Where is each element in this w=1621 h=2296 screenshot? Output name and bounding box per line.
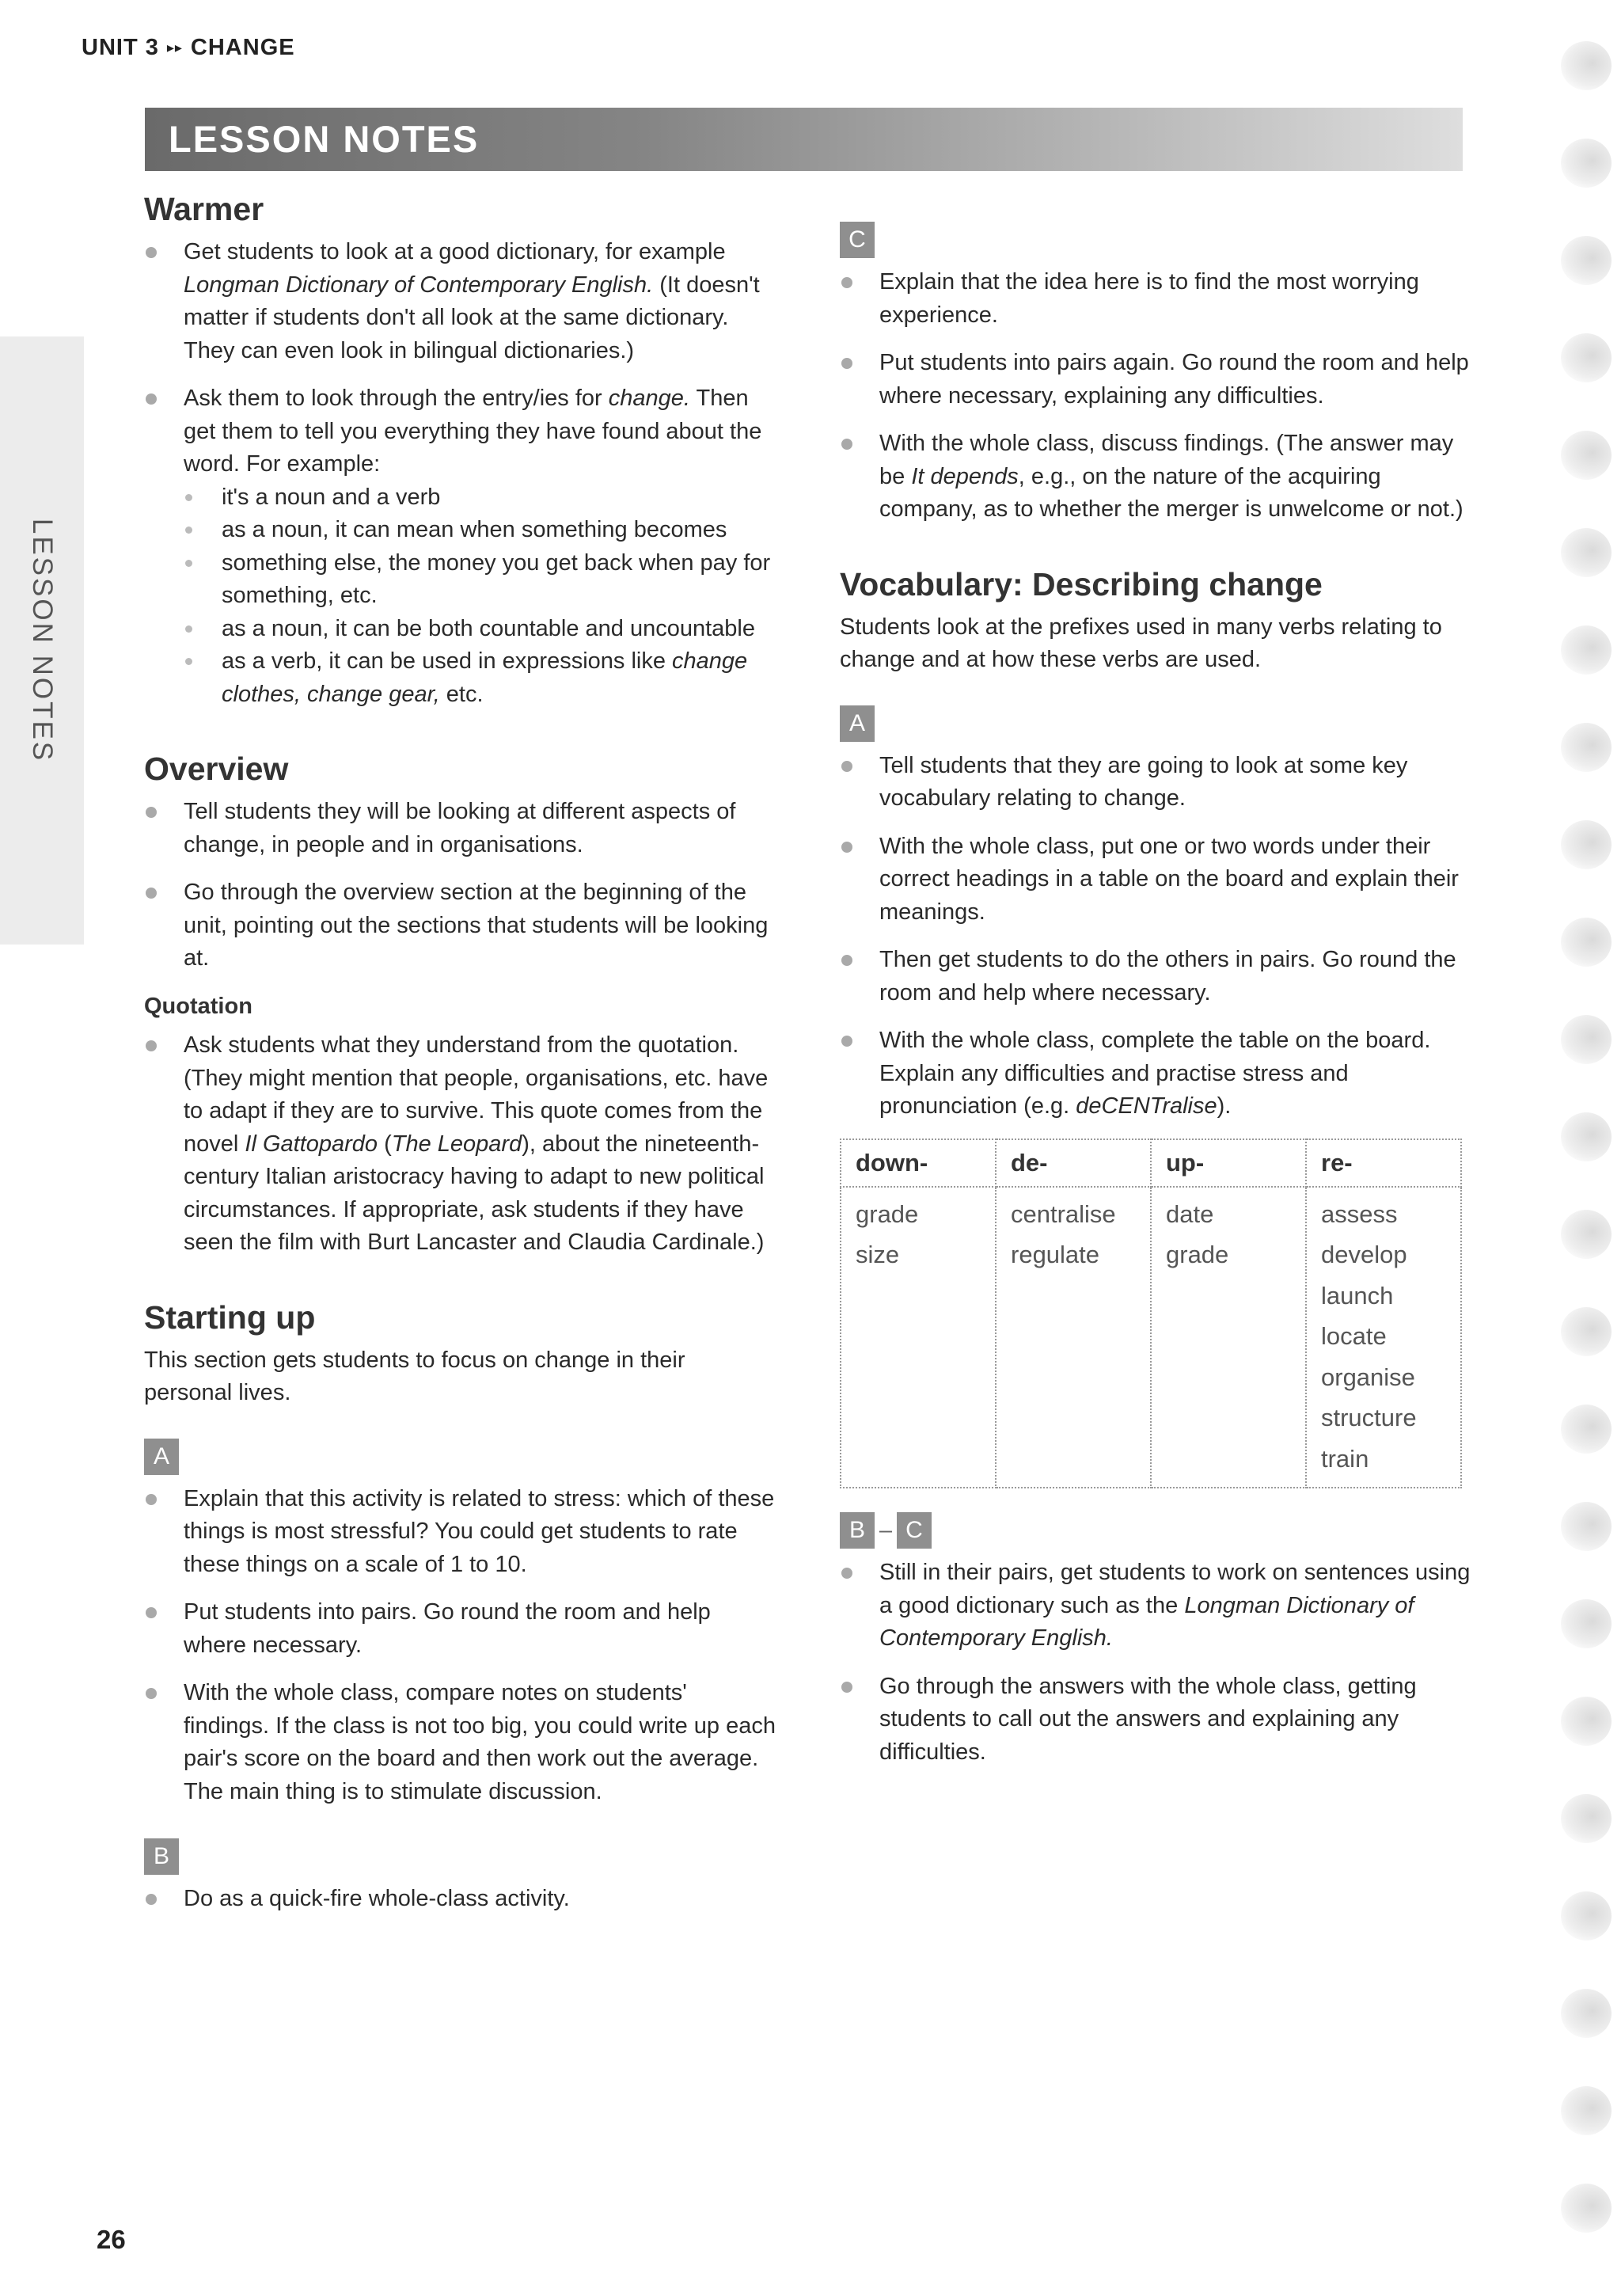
word: regulate xyxy=(1011,1241,1100,1268)
word: grade xyxy=(856,1199,919,1228)
word: assess xyxy=(1321,1199,1398,1228)
binder-ring-icon xyxy=(1561,625,1612,675)
overview-list xyxy=(144,796,777,975)
word: size xyxy=(856,1241,900,1268)
list-item: Go through the answers with the whole class, getting students to call out the answers and explaining any difficulties. xyxy=(840,1671,1473,1770)
table-cell xyxy=(996,1187,1151,1488)
exercise-label-a: A xyxy=(840,705,875,742)
word: train xyxy=(1321,1444,1369,1473)
list-item: With the whole class, compare notes on students' findings. If the class is not too big, you could write up each pair's score on the board and then work out the average. The main thing is to stimulate discussion. xyxy=(144,1677,777,1808)
binder-ring-icon xyxy=(1561,1794,1612,1843)
exercise-label-c: C xyxy=(840,222,875,258)
warmer-bullet: Get students to look at a good dictionary, for example Longman Dictionary of Contemporary English. (It doesn't matter if students don't all look at the same dictionary. They can even look in bilingual dictionaries.) xyxy=(144,236,777,367)
binder-ring-icon xyxy=(1561,236,1612,285)
binder-ring-icon xyxy=(1561,2086,1612,2135)
column-header: up- xyxy=(1151,1139,1306,1187)
vocabulary-a-list xyxy=(840,750,1473,1123)
overview-bullet: Tell students they will be looking at different aspects of change, in people and in organisations. xyxy=(144,796,777,861)
running-header: UNIT 3 ▸▸ CHANGE xyxy=(82,35,295,60)
word: centralise xyxy=(1011,1199,1116,1228)
sub-bullet: as a noun, it can mean when something becomes xyxy=(184,514,777,547)
warmer-list xyxy=(144,236,777,711)
binder-ring-icon xyxy=(1561,1989,1612,2038)
binder-ring-icon xyxy=(1561,1891,1612,1941)
exercise-label-a: A xyxy=(144,1439,179,1475)
binder-ring-icon xyxy=(1561,1307,1612,1356)
warmer-bullet: Ask them to look through the entry/ies for change. Then get them to tell you everything they have found about the word. For example: it's a noun and a verb as a noun, it can mean when something becomes something else, the money you get back when pay for something, etc. as a noun, it can be both countable and uncountable as a verb, it can be used in expressions like change clothes, change gear, etc. xyxy=(144,382,777,711)
exercise-label-b: B xyxy=(144,1838,179,1875)
lesson-notes-banner xyxy=(145,108,1463,171)
sub-bullet: it's a noun and a verb xyxy=(184,481,777,515)
page-number: 26 xyxy=(97,2225,126,2254)
binder-ring-icon xyxy=(1561,918,1612,967)
word: develop xyxy=(1321,1241,1407,1268)
word: organise xyxy=(1321,1363,1415,1391)
side-tab-label: LESSON NOTES xyxy=(27,518,58,763)
left-column xyxy=(144,190,777,1931)
starting-up-heading: Starting up xyxy=(144,1298,316,1336)
word: locate xyxy=(1321,1322,1387,1350)
exercise-label-b: B xyxy=(840,1512,875,1549)
list-item: Put students into pairs. Go round the room and help where necessary. xyxy=(144,1596,777,1662)
right-column xyxy=(840,222,1473,1784)
binder-ring-icon xyxy=(1561,820,1612,869)
column-header: de- xyxy=(996,1139,1151,1187)
word: launch xyxy=(1321,1281,1394,1310)
column-header: down- xyxy=(841,1139,996,1187)
warmer-sublist xyxy=(184,481,777,712)
starting-up-a-list xyxy=(144,1483,777,1809)
list-item: Put students into pairs again. Go round the room and help where necessary, explaining any difficulties. xyxy=(840,347,1473,412)
list-item: Then get students to do the others in pairs. Go round the room and help where necessary. xyxy=(840,944,1473,1009)
sub-bullet: as a noun, it can be both countable and uncountable xyxy=(184,613,777,646)
column-header: re- xyxy=(1306,1139,1461,1187)
sub-bullet: as a verb, it can be used in expressions like change clothes, change gear, etc. xyxy=(184,645,777,711)
word: grade xyxy=(1166,1241,1229,1268)
binder-ring-icon xyxy=(1561,1405,1612,1454)
binder-ring-icon xyxy=(1561,431,1612,480)
table-cell xyxy=(1306,1187,1461,1488)
overview-bullet: Go through the overview section at the beginning of the unit, pointing out the sections that students will be looking at. xyxy=(144,876,777,975)
table-cell xyxy=(1151,1187,1306,1488)
vocabulary-bc-list xyxy=(840,1557,1473,1769)
table-cell xyxy=(841,1187,996,1488)
range-dash: – xyxy=(879,1518,893,1543)
binder-ring-icon xyxy=(1561,528,1612,577)
word: date xyxy=(1166,1199,1214,1228)
list-item: With the whole class, discuss findings. (The answer may be It depends, e.g., on the nature of the acquiring company, as to whether the merger is unwelcome or not.) xyxy=(840,428,1473,526)
overview-heading: Overview xyxy=(144,751,289,787)
binder-ring-icon xyxy=(1561,139,1612,188)
side-tab xyxy=(0,336,84,945)
word: structure xyxy=(1321,1404,1417,1431)
starting-up-intro: This section gets students to focus on change in their personal lives. xyxy=(144,1347,685,1405)
double-arrow-icon: ▸▸ xyxy=(166,40,183,55)
vocabulary-heading: Vocabulary: Describing change xyxy=(840,565,1323,603)
vocabulary-intro: Students look at the prefixes used in many verbs relating to change and at how these verbs are used. xyxy=(840,614,1442,672)
exercise-label-c: C xyxy=(897,1512,932,1549)
binder-ring-icon xyxy=(1561,1112,1612,1161)
binder-ring-icon xyxy=(1561,723,1612,772)
binder-ring-icon xyxy=(1561,2184,1612,2233)
binder-ring-icon xyxy=(1561,1210,1612,1259)
warmer-heading: Warmer xyxy=(144,191,264,227)
quotation-bullet: Ask students what they understand from the quotation. (They might mention that people, organisations, etc. have to adapt if they are to survive. This quote comes from the novel Il Gattopardo (The Leopard), about the nineteenth-century Italian aristocracy having to adapt to new political circumstances. If appropriate, ask students if they have seen the film with Burt Lancaster and Claudia Cardinale.) xyxy=(144,1029,777,1260)
starting-up-b-list xyxy=(144,1883,777,1916)
quotation-heading: Quotation xyxy=(144,993,252,1019)
list-item: Still in their pairs, get students to work on sentences using a good dictionary such as the Longman Dictionary of Contemporary English. xyxy=(840,1557,1473,1655)
binder-rings xyxy=(1539,0,1621,2296)
starting-up-c-list xyxy=(840,266,1473,526)
binder-ring-icon xyxy=(1561,1502,1612,1551)
table-row xyxy=(841,1187,1461,1488)
table-header-row xyxy=(841,1139,1461,1187)
list-item: Tell students that they are going to look at some key vocabulary relating to change. xyxy=(840,750,1473,815)
sub-bullet: something else, the money you get back when pay for something, etc. xyxy=(184,547,777,613)
list-item: Explain that this activity is related to stress: which of these things is most stressful? You could get students to rate these things on a scale of 1 to 10. xyxy=(144,1483,777,1582)
binder-ring-icon xyxy=(1561,1599,1612,1648)
binder-ring-icon xyxy=(1561,1697,1612,1746)
prefix-table xyxy=(840,1138,1462,1489)
binder-ring-icon xyxy=(1561,1015,1612,1064)
quotation-list xyxy=(144,1029,777,1260)
list-item: Explain that the idea here is to find the most worrying experience. xyxy=(840,266,1473,332)
binder-ring-icon xyxy=(1561,41,1612,90)
list-item: Do as a quick-fire whole-class activity. xyxy=(144,1883,777,1916)
list-item: With the whole class, put one or two words under their correct headings in a table on the board and explain their meanings. xyxy=(840,831,1473,929)
list-item: With the whole class, complete the table on the board. Explain any difficulties and practise stress and pronunciation (e.g. deCENTralise). xyxy=(840,1024,1473,1123)
binder-ring-icon xyxy=(1561,333,1612,382)
banner-title: LESSON NOTES xyxy=(169,118,480,160)
